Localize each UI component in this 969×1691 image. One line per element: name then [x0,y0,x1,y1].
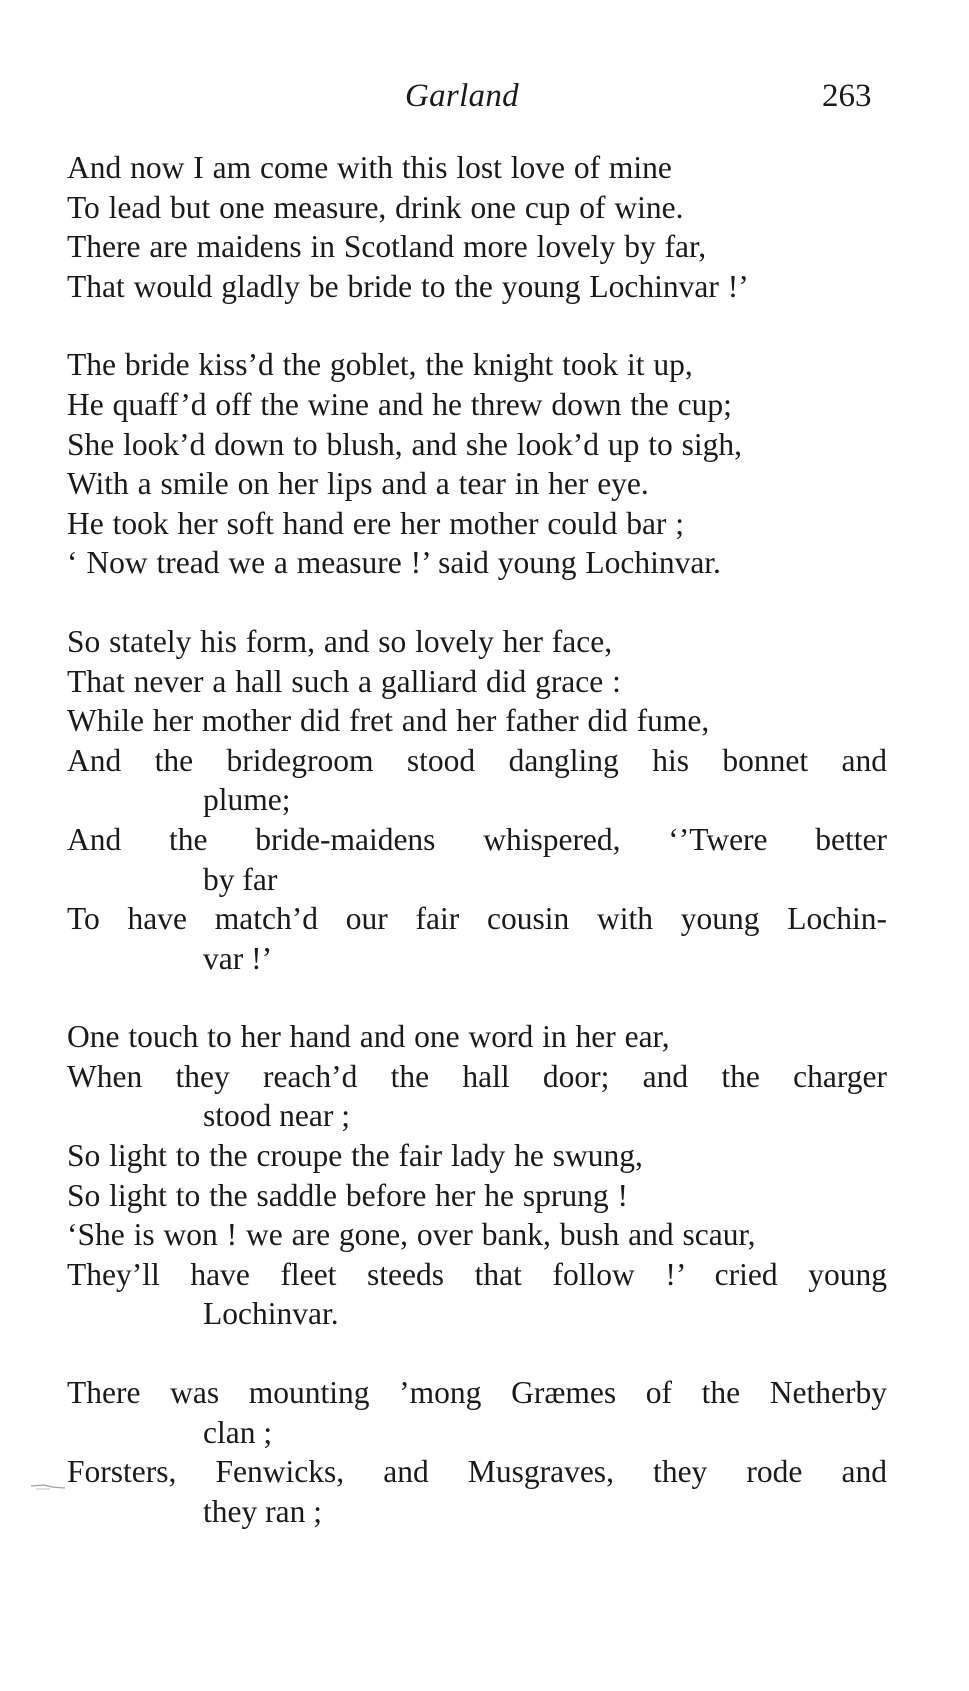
poem-line: With a smile on her lips and a tear in her eye. [67,466,649,502]
poem-line-continuation: by far [203,861,278,897]
poem-line: And the bride-maidens whispered, ‘’Twere better [67,821,887,857]
poem-line: There was mounting ’mong Græmes of the Netherby [67,1375,887,1411]
poem-line: ‘She is won ! we are gone, over bank, bush and scaur, [67,1217,756,1253]
poem-line: He quaff’d off the wine and he threw down the cup; [67,386,732,422]
poem-body [67,148,887,1570]
poem-line: While her mother did fret and her father did fume, [67,703,710,739]
poem-line: And now I am come with this lost love of mine [67,150,672,185]
poem-line: So light to the croupe the fair lady he swung, [67,1138,643,1174]
poem-line: To lead but one measure, drink one cup of wine. [67,189,684,225]
running-head [0,78,969,118]
poem-line: To have match’d our fair cousin with young Lochin- [67,901,887,937]
poem-line: And the bridegroom stood dangling his bonnet and [67,742,887,778]
poem-line: That never a hall such a galliard did grace : [67,663,621,699]
poem-line: The bride kiss’d the goblet, the knight took it up, [67,347,693,383]
poem-line-continuation: they ran ; [203,1493,322,1529]
stanza [67,1373,887,1531]
poem-line: ‘ Now tread we a measure !’ said young Lochinvar. [67,545,721,581]
running-title: Garland [405,78,519,114]
poem-line-continuation: plume; [203,782,291,818]
poem-line: So stately his form, and so lovely her face, [67,623,613,659]
poem-line: Forsters, Fenwicks, and Musgraves, they rode and [67,1454,887,1490]
stanza [67,148,887,306]
page-number: 263 [822,78,872,114]
poem-line: That would gladly be bride to the young Lochinvar !’ [67,268,749,304]
poem-line: They’ll have fleet steeds that follow !’ cried young [67,1256,887,1292]
stanza [67,345,887,583]
stanza [67,622,887,978]
poem-line: So light to the saddle before her he sprung ! [67,1177,628,1213]
poem-line-continuation: var !’ [203,940,273,976]
poem-line-continuation: clan ; [203,1414,273,1450]
poem-line: She look’d down to blush, and she look’d up to sigh, [67,426,742,462]
ink-smudge-mark [30,1483,66,1491]
stanza [67,1017,887,1334]
poem-line: When they reach’d the hall door; and the charger [67,1058,887,1094]
poem-line-continuation: Lochinvar. [203,1296,339,1332]
poem-line-continuation: stood near ; [203,1098,350,1134]
poem-line: One touch to her hand and one word in her ear, [67,1019,670,1055]
poem-line: He took her soft hand ere her mother could bar ; [67,505,685,541]
poem-line: There are maidens in Scotland more lovely by far, [67,229,707,265]
